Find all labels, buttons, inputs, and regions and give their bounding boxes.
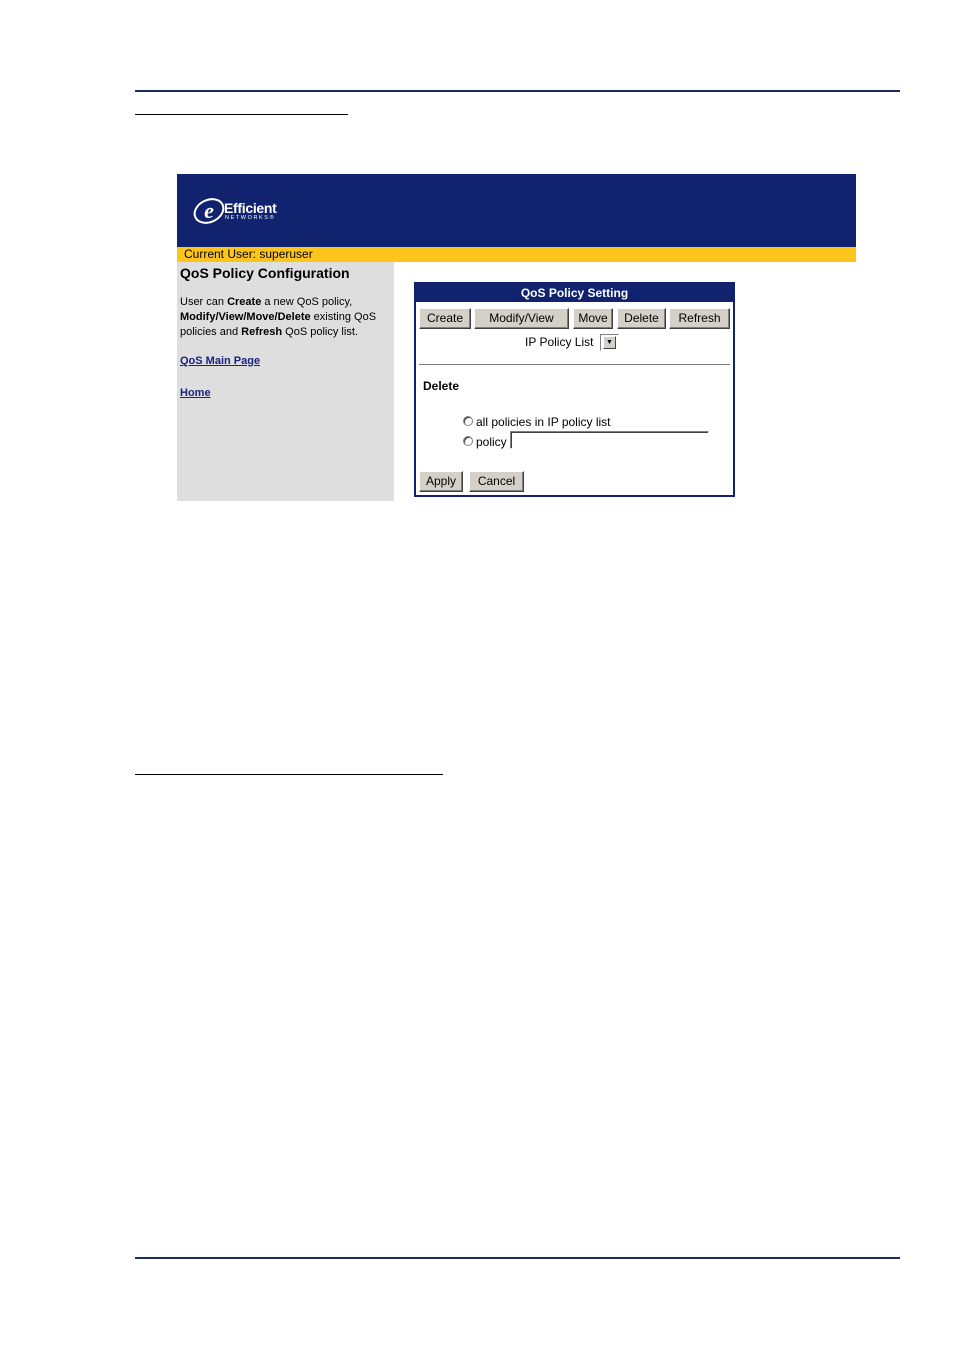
dialog-title: QoS Policy Setting [416, 284, 733, 302]
sidebar [177, 262, 394, 501]
cancel-button[interactable]: Cancel [469, 471, 524, 492]
logo-subtext: NETWORKS® [225, 215, 276, 221]
all-policies-radio[interactable] [463, 416, 473, 426]
delete-section-label: Delete [423, 379, 460, 393]
sidebar-title: QoS Policy Configuration [180, 265, 350, 281]
create-button[interactable]: Create [419, 308, 471, 329]
desc-text: existing QoS policies and [180, 311, 377, 338]
qos-main-page-link[interactable]: QoS Main Page [180, 355, 261, 367]
current-user-bar: Current User: superuser [177, 247, 856, 262]
modify-view-button[interactable]: Modify/View [474, 308, 569, 329]
desc-bold: Create [227, 296, 262, 308]
section-underline-bottom [135, 774, 443, 775]
sidebar-description [180, 295, 390, 340]
logo-wordmark: Efficient [224, 200, 277, 216]
policy-radio-label: policy [476, 435, 507, 449]
chevron-down-icon[interactable]: ▼ [603, 336, 616, 349]
delete-button[interactable]: Delete [617, 308, 666, 329]
desc-text: QoS policy list. [282, 326, 358, 338]
qos-policy-setting-dialog [414, 282, 735, 497]
svg-text:e: e [204, 198, 214, 223]
page-header-rule [135, 90, 900, 92]
policy-input[interactable] [510, 431, 709, 449]
all-policies-radio-label: all policies in IP policy list [476, 415, 611, 429]
section-underline-top [135, 114, 348, 115]
policy-radio[interactable] [463, 436, 473, 446]
dialog-divider [419, 364, 730, 366]
move-button[interactable]: Move [573, 308, 613, 329]
header-banner [177, 174, 856, 247]
desc-bold: Refresh [241, 326, 283, 338]
ip-policy-list-label: IP Policy List [525, 335, 594, 349]
apply-button[interactable]: Apply [419, 471, 463, 492]
desc-text: User can [180, 296, 228, 308]
page-footer-rule [135, 1257, 900, 1259]
desc-bold: Modify/View/Move/Delete [180, 311, 311, 323]
desc-text: a new QoS policy, [261, 296, 353, 308]
efficient-networks-logo [192, 194, 292, 228]
home-link[interactable]: Home [180, 387, 211, 399]
logo-e-icon [192, 194, 226, 228]
refresh-button[interactable]: Refresh [669, 308, 730, 329]
ip-policy-list-select[interactable] [600, 334, 619, 351]
